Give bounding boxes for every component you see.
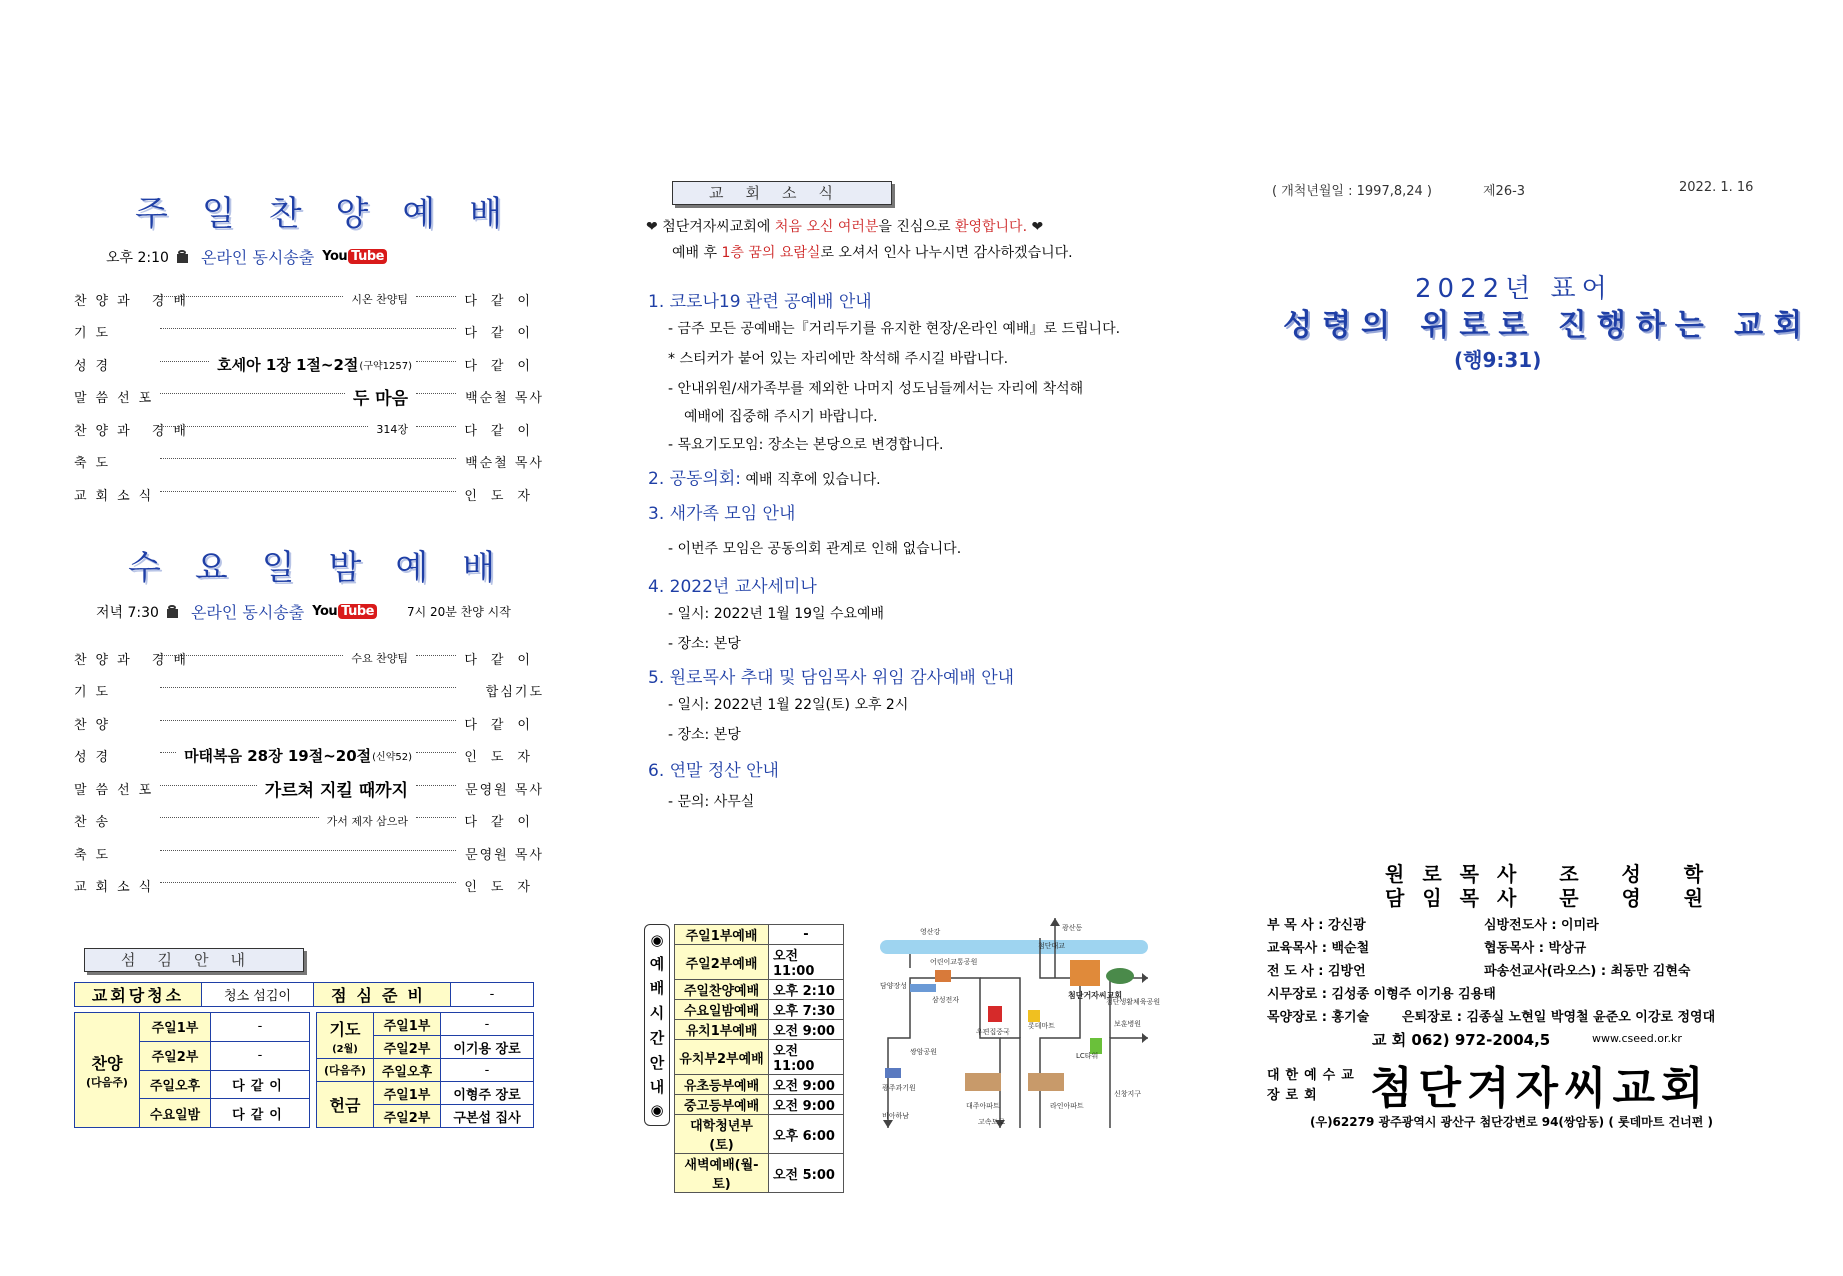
order-leader: 백순철 목사 (465, 391, 544, 407)
welcome-1d: 환영합니다. (954, 219, 1028, 235)
welcome-1c: 을 진심으로 (878, 219, 955, 235)
praise-key: 주일1부 (140, 1013, 211, 1042)
church-name: 첨단겨자씨교회 (1370, 1063, 1710, 1114)
map-label: 영산강 (920, 928, 941, 936)
map-label: LC타워 (1076, 1052, 1099, 1060)
sunday-time: 오후 2:10 (106, 249, 169, 266)
order-row (74, 772, 544, 805)
dot-leader (160, 817, 319, 818)
schedule-service: 중고등부예배 (675, 1095, 769, 1115)
welcome-line-1 (646, 216, 1043, 236)
order-row (74, 707, 544, 740)
order-row (74, 675, 544, 708)
schedule-service: 주일2부예배 (675, 945, 769, 980)
dot-leader (160, 850, 456, 851)
order-leader: 인도자 (464, 880, 544, 896)
church-website[interactable]: www.cseed.or.kr (1592, 1032, 1682, 1045)
news-line: - 문의: 사무실 (668, 794, 755, 810)
dot-leader (160, 785, 257, 786)
praise-key: 수요일밤 (140, 1099, 211, 1128)
prayer-label: 기도 (329, 1019, 361, 1039)
staff-line: 부 목 사 : 강신광 (1267, 918, 1366, 933)
church-phone: 교 회 062) 972-2004,5 (1372, 1031, 1551, 1049)
youtube-logo: You Tube (322, 249, 387, 264)
clean-value: 청소 섬김이 (202, 983, 314, 1007)
theme-year: 2022년 표어 (1415, 274, 1613, 304)
prayer-sub: (2월) (332, 1043, 358, 1055)
map-label: 라인아파트 (1050, 1102, 1084, 1110)
staff-line: 협동목사 : 박상규 (1484, 941, 1587, 956)
serving-tag: 섬김안내 (84, 948, 304, 972)
schedule-time: 오전11:00 (769, 945, 844, 980)
order-label: 찬양과 경배 (74, 652, 195, 668)
issue-number: 제26-3 (1483, 184, 1526, 199)
offering-label: 헌금 (317, 1082, 374, 1128)
order-leader: 문영원 목사 (465, 847, 544, 863)
order-detail: 가르쳐 지킬 때까지 (264, 780, 408, 801)
map-label: 롯데마트 (1028, 1022, 1056, 1030)
order-leader: 문영원 목사 (465, 782, 544, 798)
praise-value: 다같이 (211, 1070, 310, 1099)
order-label: 교회소식 (74, 880, 161, 896)
news-inline: 예배 직후에 있습니다. (741, 472, 881, 488)
prayer-key: 주일1부 (374, 1013, 441, 1036)
staff-line: 시무장로 : 김성종 이형주 이기용 김용태 (1267, 987, 1496, 1002)
news-line: - 일시: 2022년 1월 19일 수요예배 (668, 606, 885, 622)
schedule-row (675, 1020, 844, 1040)
schedule-service: 유초등부예배 (675, 1075, 769, 1095)
founded-date: ( 개척년월일 : 1997,8,24 ) (1272, 184, 1433, 199)
news-list (648, 287, 1120, 811)
youtube-logo: You Tube (312, 604, 377, 619)
denomination-line-1: 대한예수교 (1267, 1068, 1360, 1083)
welcome-2c: 로 오셔서 인사 나누시면 감사하겠습니다. (820, 245, 1073, 261)
map-label: 우편집중국 (976, 1028, 1010, 1036)
wednesday-online-line (96, 600, 511, 623)
dot-leader (416, 785, 456, 786)
map-label: 대주아파트 (966, 1102, 1000, 1110)
map-label: 광주과기원 (882, 1084, 916, 1092)
map-label: 고속도로 (978, 1118, 1006, 1126)
order-detail: 두 마음 (352, 389, 408, 410)
church-address: (우)62279 광주광역시 광산구 첨단강변로 94(쌍암동) ( 롯데마트 건너편 ) (1310, 1115, 1713, 1129)
wednesday-time: 저녁 7:30 (96, 604, 159, 621)
dot-leader (160, 426, 368, 427)
dot-leader (416, 817, 456, 818)
map-label: 신창지구 (1114, 1090, 1142, 1098)
order-detail: 시온 찬양팀 (351, 293, 408, 307)
schedule-time: 오전 5:00 (769, 1154, 844, 1193)
dot-leader (160, 393, 345, 394)
order-label: 찬양과 경배 (74, 423, 195, 439)
order-leader: 다같이 (464, 652, 544, 668)
news-head: 6. 연말 정산 안내 (648, 761, 779, 781)
schedule-service: 새벽예배(월-토) (675, 1154, 769, 1193)
schedule-side-char: 배 (649, 979, 665, 998)
news-line: - 장소: 본당 (668, 727, 741, 743)
prayer-label-cell (317, 1013, 374, 1059)
map-label: 첨단대교 (1038, 942, 1066, 950)
news-line: - 안내위원/새가족부를 제외한 나머지 성도님들께서는 자리에 착석해 (668, 381, 1084, 397)
dot-leader (160, 458, 456, 459)
serving-table-top (74, 982, 534, 1007)
offering-value: 이형주 장로 (441, 1082, 534, 1105)
wednesday-online-label: 온라인 동시송출 (190, 603, 305, 622)
welcome-2a: 예배 후 (672, 245, 722, 261)
schedule-row (675, 980, 844, 1000)
order-detail: 마태복음 28장 19절~20절 (184, 747, 372, 766)
schedule-service: 주일1부예배 (675, 925, 769, 945)
order-label: 성경 (74, 358, 118, 374)
order-row (74, 870, 544, 903)
denomination (1267, 1066, 1360, 1106)
dot-leader (416, 426, 456, 427)
senior-pastor: 담임목사 문 영 원 (1385, 886, 1722, 910)
news-head: 4. 2022년 교사세미나 (648, 577, 817, 597)
offering-value: - (441, 1059, 534, 1082)
map-label: 삼성전자 (932, 996, 960, 1004)
order-row (74, 283, 544, 316)
sunday-online-line (106, 245, 387, 268)
order-label: 찬송 (74, 815, 118, 831)
schedule-time: 오후 6:00 (769, 1115, 844, 1154)
schedule-side-char: 안 (649, 1053, 665, 1072)
map-label: 첨단생활체육공원 (1106, 998, 1161, 1006)
schedule-service: 유치1부예배 (675, 1020, 769, 1040)
praise-sub: (다음주) (86, 1075, 128, 1089)
order-row (74, 805, 544, 838)
order-leader: 인도자 (464, 488, 544, 504)
schedule-block (644, 924, 844, 1193)
dot-leader (160, 752, 176, 753)
order-leader: 합심기도 (485, 685, 544, 701)
bullet-icon: ◉ (650, 931, 664, 949)
order-row (74, 642, 544, 675)
wednesday-note: 7시 20분 찬양 시작 (406, 605, 511, 619)
order-detail: 수요 찬양팀 (351, 652, 408, 666)
staff-line: 목양장로 : 홍기술 (1267, 1010, 1370, 1025)
theme-verse: (행9:31) (1454, 348, 1542, 372)
schedule-time: 오후 7:30 (769, 1000, 844, 1020)
order-label: 기도 (74, 326, 118, 342)
order-leader: 다같이 (464, 815, 544, 831)
order-leader: 다같이 (464, 326, 544, 342)
order-row (74, 740, 544, 773)
schedule-time: - (769, 925, 844, 945)
camera-icon (167, 605, 183, 619)
praise-value: 다같이 (211, 1099, 310, 1128)
dot-leader (160, 720, 456, 721)
schedule-time: 오전 9:00 (769, 1020, 844, 1040)
map-label: 어린이교통공원 (930, 958, 978, 966)
schedule-side-char: 간 (649, 1028, 665, 1047)
location-map (880, 918, 1161, 1128)
dot-leader (160, 655, 343, 656)
schedule-service: 수요일밤예배 (675, 1000, 769, 1020)
order-leader: 다같이 (464, 423, 544, 439)
news-line: - 이번주 모임은 공동의회 관계로 인해 없습니다. (668, 541, 962, 557)
schedule-row (675, 925, 844, 945)
welcome-1b: 처음 오신 여러분 (774, 219, 879, 235)
prayer-value: - (441, 1013, 534, 1036)
praise-key: 주일2부 (140, 1041, 211, 1070)
staff-line: 심방전도사 : 이미라 (1484, 918, 1599, 933)
praise-label-cell (75, 1013, 140, 1128)
emeritus-pastor: 원로목사 조 성 학 (1385, 862, 1722, 886)
sunday-service-title: 주일찬양예배 (135, 194, 537, 234)
staff-line: 교육목사 : 백순철 (1267, 941, 1370, 956)
schedule-row (675, 1095, 844, 1115)
order-leader: 백순철 목사 (465, 456, 544, 472)
order-label: 말씀선포 (74, 782, 161, 798)
order-label: 교회소식 (74, 488, 161, 504)
praise-value: - (211, 1041, 310, 1070)
welcome-2b: 1층 꿈의 요람실 (721, 245, 821, 261)
news-line: * 스티커가 붙어 있는 자리에만 착석해 주시길 바랍니다. (668, 351, 1009, 367)
schedule-row (675, 1075, 844, 1095)
order-leader: 인도자 (464, 750, 544, 766)
schedule-row (675, 945, 844, 980)
camera-icon (177, 250, 193, 264)
schedule-side-char: 시 (649, 1004, 665, 1023)
bullet-icon: ◉ (650, 1100, 664, 1119)
praise-value: - (211, 1013, 310, 1042)
offering-key: 주일오후 (374, 1059, 441, 1082)
order-label: 기도 (74, 685, 118, 701)
schedule-time: 오후 2:10 (769, 980, 844, 1000)
dot-leader (416, 655, 456, 656)
order-label: 축도 (74, 847, 118, 863)
schedule-side-char: 내 (649, 1078, 665, 1097)
dot-leader (160, 687, 456, 688)
schedule-service: 대학청년부(토) (675, 1115, 769, 1154)
offering-key: 주일2부 (374, 1105, 441, 1128)
praise-key: 주일오후 (140, 1070, 211, 1099)
order-leader: 다같이 (464, 358, 544, 374)
order-detail: 314장 (376, 423, 408, 437)
order-label: 말씀선포 (74, 391, 161, 407)
welcome-line-2 (672, 242, 1073, 262)
schedule-service: 주일찬양예배 (675, 980, 769, 1000)
map-label: 보훈병원 (1114, 1020, 1142, 1028)
map-label: 비아하남 (882, 1112, 910, 1120)
staff-line: 전 도 사 : 김방언 (1267, 964, 1366, 979)
schedule-time: 오전11:00 (769, 1040, 844, 1075)
map-graphic (880, 918, 1161, 1128)
river (880, 940, 1148, 954)
order-row (74, 381, 544, 414)
order-row (74, 348, 544, 381)
lunch-value: - (451, 983, 534, 1007)
news-head: 2. 공동의회: (648, 469, 742, 489)
dot-leader (160, 328, 456, 329)
bulletin-date: 2022. 1. 16 (1679, 180, 1754, 195)
order-row (74, 413, 544, 446)
order-label: 찬양 (74, 717, 118, 733)
order-leader: 다같이 (464, 717, 544, 733)
map-label: 첨단거자씨교회 (1068, 991, 1123, 1000)
schedule-time: 오전 9:00 (769, 1095, 844, 1115)
wednesday-order-list (74, 642, 544, 902)
theme-motto: 성령의 위로로 진행하는 교회 (1283, 308, 1813, 343)
heart-icon: ❤ (646, 219, 658, 235)
clean-label: 교회당청소 (75, 983, 202, 1007)
schedule-time: 오전 9:00 (769, 1075, 844, 1095)
serving-table-bottom (74, 1012, 534, 1128)
order-detail: 호세아 1장 1절~2절 (217, 355, 359, 374)
sunday-order-list (74, 283, 544, 511)
dot-leader (416, 393, 456, 394)
staff-line: 파송선교사(라오스) : 최동만 김현숙 (1484, 964, 1691, 979)
order-detail-ref: (신약52) (372, 752, 412, 764)
order-detail: 가서 제자 삼으라 (326, 814, 408, 828)
news-head: 1. 코로나19 관련 공예배 안내 (648, 292, 872, 312)
news-line: - 장소: 본당 (668, 636, 741, 652)
order-label: 축도 (74, 456, 118, 472)
dot-leader (160, 491, 456, 492)
welcome-1a: 첨단겨자씨교회에 (662, 219, 775, 235)
dot-leader (160, 882, 456, 883)
map-label: 광산동 (1062, 924, 1083, 932)
wednesday-service-title: 수요일밤예배 (128, 548, 530, 588)
news-line: - 일시: 2022년 1월 22일(토) 오후 2시 (668, 697, 909, 713)
news-head: 5. 원로목사 추대 및 담임목사 위임 감사예배 안내 (648, 668, 1015, 688)
prayer-key: 주일2부 (374, 1036, 441, 1059)
order-row (74, 837, 544, 870)
schedule-row (675, 1115, 844, 1154)
schedule-service: 유치부2부예배 (675, 1040, 769, 1075)
offering-key: 주일1부 (374, 1082, 441, 1105)
dot-leader (416, 361, 456, 362)
order-row (74, 316, 544, 349)
order-detail-ref: (구약1257) (359, 360, 412, 372)
schedule-side-char: 예 (649, 954, 665, 973)
sunday-online-label: 온라인 동시송출 (200, 248, 315, 267)
order-row (74, 478, 544, 511)
order-label: 성경 (74, 750, 118, 766)
lunch-label: 점심준비 (314, 983, 451, 1007)
praise-label: 찬양 (91, 1053, 123, 1073)
staff-line: 은퇴장로 : 김종실 노현일 박영철 윤준오 이강로 정영대 (1402, 1010, 1716, 1025)
schedule-row (675, 1154, 844, 1193)
order-label: 찬양과 경배 (74, 293, 195, 309)
news-line: - 금주 모든 공예배는『거리두기를 유지한 현장/온라인 예배』로 드립니다. (668, 321, 1121, 337)
dot-leader (160, 361, 209, 362)
dot-leader (160, 296, 343, 297)
prayer-sub2: (다음주) (317, 1059, 374, 1082)
offering-value: 구본섭 집사 (441, 1105, 534, 1128)
order-row (74, 446, 544, 479)
news-head: 3. 새가족 모임 안내 (648, 504, 796, 524)
order-leader: 다같이 (464, 293, 544, 309)
news-head-2 (648, 464, 1120, 489)
dot-leader (416, 752, 456, 753)
heart-icon: ❤ (1031, 219, 1044, 235)
denomination-line-2: 장로회 (1267, 1088, 1323, 1103)
map-label: 담양장성 (880, 982, 908, 990)
news-line: - 목요기도모임: 장소는 본당으로 변경합니다. (668, 437, 944, 453)
prayer-value: 이기용 장로 (441, 1036, 534, 1059)
news-tag: 교회소식 (672, 181, 892, 205)
schedule-table (674, 924, 844, 1193)
schedule-row (675, 1040, 844, 1075)
schedule-row (675, 1000, 844, 1020)
schedule-side-label (644, 924, 670, 1126)
dot-leader (416, 296, 456, 297)
news-line: 예배에 집중해 주시기 바랍니다. (684, 409, 878, 425)
map-label: 쌍암공원 (910, 1048, 938, 1056)
